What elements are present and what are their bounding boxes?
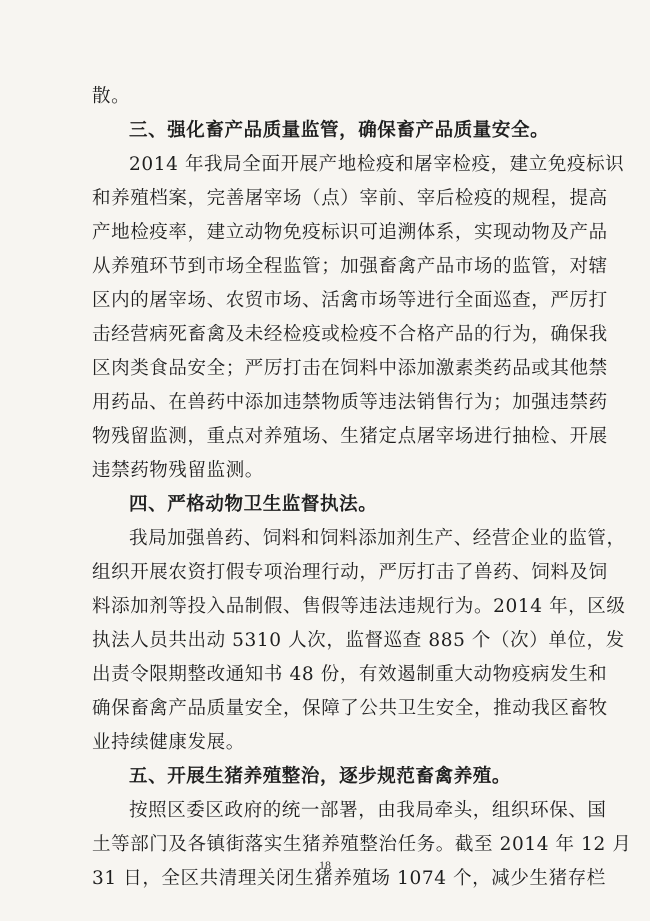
text-line: 散。 [92,86,131,107]
page-number: 18 [319,858,331,872]
paragraph-line: 区肉类食品安全；严厉打击在饲料中添加激素类药品或其他禁 [92,358,608,379]
paragraph-line: 产地检疫率，建立动物免疫标识可追溯体系，实现动物及产品 [92,222,608,243]
paragraph-line: 用药品、在兽药中添加违禁物质等违法销售行为；加强违禁药 [92,392,608,413]
paragraph-line: 确保畜禽产品质量安全，保障了公共卫生安全，推动我区畜牧 [92,698,608,719]
paragraph-line: 2014 年我局全面开展产地检疫和屠宰检疫，建立免疫标识 [129,154,625,175]
paragraph-line: 组织开展农资打假专项治理行动，严厉打击了兽药、饲料及饲 [92,562,608,583]
section-heading-4: 四、严格动物卫生监督执法。 [129,494,378,515]
paragraph-line: 业持续健康发展。 [92,732,245,753]
paragraph-line: 31 日，全区共清理关闭生猪养殖场 1074 个，减少生猪存栏 [92,868,606,889]
paragraph-line: 区内的屠宰场、农贸市场、活禽市场等进行全面巡查，严厉打 [92,290,608,311]
section-heading-5: 五、开展生猪养殖整治，逐步规范畜禽养殖。 [129,766,512,787]
paragraph-line: 我局加强兽药、饲料和饲料添加剂生产、经营企业的监管， [129,528,626,549]
document-body [92,80,632,896]
paragraph-line: 出责令限期整改通知书 48 份，有效遏制重大动物疫病发生和 [92,664,608,685]
paragraph-line: 按照区委区政府的统一部署，由我局牵头，组织环保、国 [129,800,607,821]
section-heading-3: 三、强化畜产品质量监管，确保畜产品质量安全。 [129,120,550,141]
paragraph-line: 料添加剂等投入品制假、售假等违法违规行为。2014 年，区级 [92,596,626,617]
paragraph-line: 从养殖环节到市场全程监管；加强畜禽产品市场的监管，对辖 [92,256,608,277]
paragraph-line: 土等部门及各镇街落实生猪养殖整治任务。截至 2014 年 12 月 [92,834,632,855]
paragraph-line: 物残留监测，重点对养殖场、生猪定点屠宰场进行抽检、开展 [92,426,608,447]
paragraph-line: 执法人员共出动 5310 人次，监督巡查 885 个（次）单位，发 [92,630,625,651]
paragraph-line: 击经营病死畜禽及未经检疫或检疫不合格产品的行为，确保我 [92,324,608,345]
paragraph-line: 和养殖档案，完善屠宰场（点）宰前、宰后检疫的规程，提高 [92,188,608,209]
paragraph-line: 违禁药物残留监测。 [92,460,264,481]
